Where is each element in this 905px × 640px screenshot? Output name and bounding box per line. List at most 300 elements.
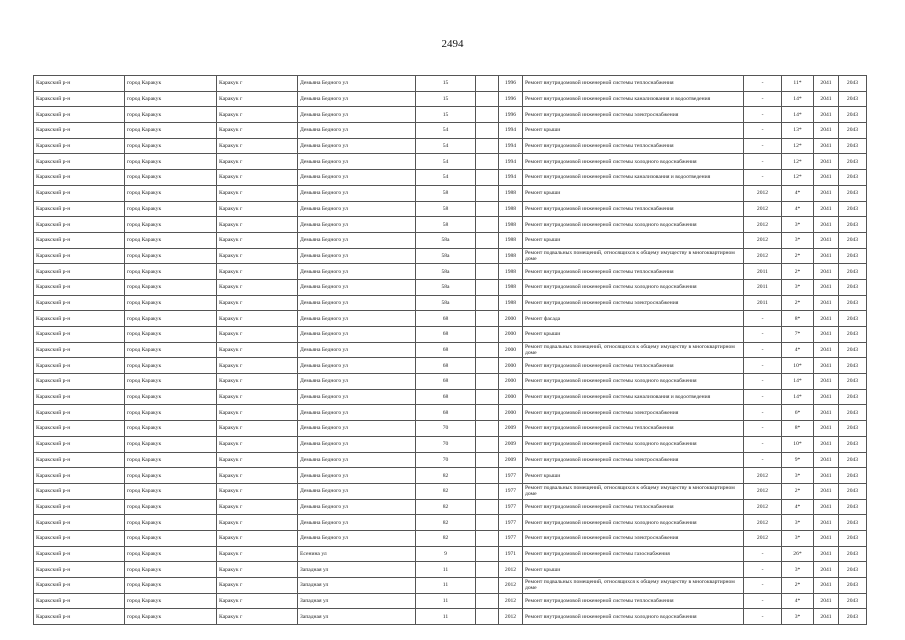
cell-wear: 9* (782, 452, 814, 468)
cell-street: Демьяна Бедного ул (298, 185, 416, 201)
cell-settlement: город Каракук (125, 593, 217, 609)
cell-locality: Каракук г (217, 452, 298, 468)
cell-plan-start: 2041 (814, 327, 839, 343)
cell-last-repair-year: 2012 (744, 217, 782, 233)
cell-year: 2009 (499, 421, 523, 437)
cell-street: Демьяна Бедного ул (298, 295, 416, 311)
cell-year: 2000 (499, 358, 523, 374)
cell-year: 1977 (499, 515, 523, 531)
cell-wear: 6* (782, 405, 814, 421)
cell-settlement: город Каракук (125, 154, 217, 170)
cell-settlement: город Каракук (125, 295, 217, 311)
cell-year: 1988 (499, 279, 523, 295)
cell-last-repair-year: - (744, 91, 782, 107)
table-row (34, 483, 867, 499)
cell-settlement: город Каракук (125, 217, 217, 233)
cell-building (476, 421, 499, 437)
cell-house: 68 (416, 342, 476, 358)
table-row (34, 295, 867, 311)
cell-settlement: город Каракук (125, 76, 217, 92)
cell-plan-start: 2041 (814, 483, 839, 499)
cell-building (476, 452, 499, 468)
cell-year: 1988 (499, 217, 523, 233)
cell-building (476, 138, 499, 154)
cell-plan-end: 2043 (839, 530, 867, 546)
cell-year: 1994 (499, 154, 523, 170)
cell-street: Демьяна Бедного ул (298, 248, 416, 264)
cell-plan-start: 2041 (814, 91, 839, 107)
cell-last-repair-year: - (744, 546, 782, 562)
cell-year: 1977 (499, 483, 523, 499)
cell-settlement: город Каракук (125, 578, 217, 594)
cell-settlement: город Каракук (125, 170, 217, 186)
cell-plan-end: 2043 (839, 421, 867, 437)
cell-settlement: город Каракук (125, 421, 217, 437)
cell-street: Демьяна Бедного ул (298, 201, 416, 217)
cell-district: Каракский р-н (34, 421, 125, 437)
cell-district: Каракский р-н (34, 279, 125, 295)
cell-last-repair-year: 2012 (744, 515, 782, 531)
cell-plan-end: 2043 (839, 405, 867, 421)
cell-settlement: город Каракук (125, 311, 217, 327)
cell-building (476, 170, 499, 186)
cell-settlement: город Каракук (125, 342, 217, 358)
repair-schedule-table (33, 75, 867, 625)
cell-plan-end: 2043 (839, 295, 867, 311)
cell-work-type: Ремонт внутридомовой инженерной системы канализования и водоотведения (523, 91, 744, 107)
table-row (34, 468, 867, 484)
cell-building (476, 342, 499, 358)
cell-street: Демьяна Бедного ул (298, 170, 416, 186)
cell-house: 68 (416, 405, 476, 421)
cell-plan-end: 2043 (839, 232, 867, 248)
cell-plan-end: 2043 (839, 123, 867, 139)
cell-plan-end: 2043 (839, 593, 867, 609)
cell-plan-end: 2043 (839, 279, 867, 295)
cell-district: Каракский р-н (34, 436, 125, 452)
cell-building (476, 374, 499, 390)
cell-work-type: Ремонт крыши (523, 185, 744, 201)
cell-building (476, 279, 499, 295)
cell-street: Демьяна Бедного ул (298, 389, 416, 405)
cell-wear: 3* (782, 279, 814, 295)
cell-district: Каракский р-н (34, 232, 125, 248)
cell-wear: 2* (782, 295, 814, 311)
cell-last-repair-year: - (744, 405, 782, 421)
cell-plan-end: 2043 (839, 201, 867, 217)
cell-building (476, 154, 499, 170)
cell-work-type: Ремонт крыши (523, 232, 744, 248)
cell-year: 1996 (499, 107, 523, 123)
table-row (34, 201, 867, 217)
cell-work-type: Ремонт внутридомовой инженерной системы холодного водоснабжения (523, 279, 744, 295)
table-row (34, 154, 867, 170)
cell-plan-start: 2041 (814, 389, 839, 405)
cell-wear: 3* (782, 515, 814, 531)
cell-house: 11 (416, 609, 476, 625)
cell-settlement: город Каракук (125, 248, 217, 264)
cell-year: 1994 (499, 123, 523, 139)
cell-house: 54 (416, 123, 476, 139)
cell-district: Каракский р-н (34, 185, 125, 201)
cell-plan-start: 2041 (814, 217, 839, 233)
cell-plan-end: 2043 (839, 327, 867, 343)
cell-building (476, 436, 499, 452)
table-row (34, 185, 867, 201)
cell-work-type: Ремонт внутридомовой инженерной системы теплоснабжения (523, 138, 744, 154)
cell-last-repair-year: 2012 (744, 248, 782, 264)
cell-district: Каракский р-н (34, 170, 125, 186)
cell-locality: Каракук г (217, 232, 298, 248)
cell-work-type: Ремонт внутридомовой инженерной системы теплоснабжения (523, 264, 744, 280)
cell-street: Демьяна Бедного ул (298, 374, 416, 390)
cell-settlement: город Каракук (125, 436, 217, 452)
cell-district: Каракский р-н (34, 515, 125, 531)
cell-house: 82 (416, 530, 476, 546)
cell-plan-start: 2041 (814, 232, 839, 248)
cell-street: Демьяна Бедного ул (298, 421, 416, 437)
cell-plan-end: 2043 (839, 342, 867, 358)
table-row (34, 123, 867, 139)
cell-locality: Каракук г (217, 295, 298, 311)
cell-wear: 8* (782, 421, 814, 437)
cell-locality: Каракук г (217, 530, 298, 546)
table-row (34, 562, 867, 578)
cell-building (476, 578, 499, 594)
cell-wear: 2* (782, 483, 814, 499)
cell-district: Каракский р-н (34, 405, 125, 421)
cell-district: Каракский р-н (34, 342, 125, 358)
cell-house: 68 (416, 327, 476, 343)
cell-locality: Каракук г (217, 468, 298, 484)
cell-building (476, 468, 499, 484)
cell-plan-end: 2043 (839, 578, 867, 594)
cell-building (476, 232, 499, 248)
cell-wear: 3* (782, 530, 814, 546)
cell-settlement: город Каракук (125, 123, 217, 139)
cell-work-type: Ремонт внутридомовой инженерной системы холодного водоснабжения (523, 154, 744, 170)
cell-building (476, 358, 499, 374)
cell-plan-start: 2041 (814, 436, 839, 452)
cell-locality: Каракук г (217, 76, 298, 92)
cell-district: Каракский р-н (34, 609, 125, 625)
cell-house: 68 (416, 374, 476, 390)
cell-plan-start: 2041 (814, 530, 839, 546)
cell-work-type: Ремонт внутридомовой инженерной системы холодного водоснабжения (523, 436, 744, 452)
cell-district: Каракский р-н (34, 499, 125, 515)
cell-house: 15 (416, 91, 476, 107)
cell-work-type: Ремонт внутридомовой инженерной системы холодного водоснабжения (523, 217, 744, 233)
cell-year: 2000 (499, 342, 523, 358)
cell-locality: Каракук г (217, 327, 298, 343)
cell-street: Демьяна Бедного ул (298, 91, 416, 107)
cell-last-repair-year: - (744, 358, 782, 374)
cell-plan-start: 2041 (814, 546, 839, 562)
cell-plan-end: 2043 (839, 609, 867, 625)
cell-work-type: Ремонт крыши (523, 327, 744, 343)
cell-plan-start: 2041 (814, 562, 839, 578)
cell-plan-end: 2043 (839, 170, 867, 186)
cell-building (476, 499, 499, 515)
cell-locality: Каракук г (217, 107, 298, 123)
cell-district: Каракский р-н (34, 295, 125, 311)
cell-year: 1988 (499, 201, 523, 217)
cell-work-type: Ремонт внутридомовой инженерной системы электроснабжения (523, 107, 744, 123)
cell-locality: Каракук г (217, 499, 298, 515)
cell-street: Западная ул (298, 578, 416, 594)
cell-building (476, 248, 499, 264)
cell-last-repair-year: - (744, 562, 782, 578)
cell-plan-end: 2043 (839, 436, 867, 452)
cell-work-type: Ремонт фасада (523, 311, 744, 327)
cell-plan-end: 2043 (839, 217, 867, 233)
cell-last-repair-year: 2012 (744, 185, 782, 201)
cell-street: Демьяна Бедного ул (298, 436, 416, 452)
cell-work-type: Ремонт внутридомовой инженерной системы теплоснабжения (523, 76, 744, 92)
table-row (34, 217, 867, 233)
cell-wear: 3* (782, 562, 814, 578)
cell-work-type: Ремонт внутридомовой инженерной системы теплоснабжения (523, 593, 744, 609)
cell-work-type: Ремонт внутридомовой инженерной системы электроснабжения (523, 295, 744, 311)
table-row (34, 546, 867, 562)
cell-street: Демьяна Бедного ул (298, 123, 416, 139)
cell-plan-end: 2043 (839, 468, 867, 484)
cell-year: 1996 (499, 91, 523, 107)
cell-wear: 14* (782, 107, 814, 123)
cell-district: Каракский р-н (34, 389, 125, 405)
cell-house: 58а (416, 248, 476, 264)
cell-plan-start: 2041 (814, 264, 839, 280)
cell-locality: Каракук г (217, 609, 298, 625)
cell-district: Каракский р-н (34, 123, 125, 139)
cell-house: 15 (416, 107, 476, 123)
cell-last-repair-year: - (744, 389, 782, 405)
cell-locality: Каракук г (217, 279, 298, 295)
cell-plan-end: 2043 (839, 154, 867, 170)
cell-plan-start: 2041 (814, 452, 839, 468)
cell-plan-end: 2043 (839, 248, 867, 264)
cell-house: 54 (416, 154, 476, 170)
cell-locality: Каракук г (217, 138, 298, 154)
cell-locality: Каракук г (217, 91, 298, 107)
cell-work-type: Ремонт внутридомовой инженерной системы канализования и водоотведения (523, 389, 744, 405)
cell-wear: 13* (782, 123, 814, 139)
cell-year: 2000 (499, 389, 523, 405)
cell-street: Демьяна Бедного ул (298, 468, 416, 484)
cell-settlement: город Каракук (125, 201, 217, 217)
cell-district: Каракский р-н (34, 76, 125, 92)
cell-work-type: Ремонт внутридомовой инженерной системы теплоснабжения (523, 201, 744, 217)
cell-wear: 3* (782, 232, 814, 248)
cell-settlement: город Каракук (125, 279, 217, 295)
cell-plan-end: 2043 (839, 185, 867, 201)
cell-plan-start: 2041 (814, 185, 839, 201)
cell-plan-end: 2043 (839, 107, 867, 123)
cell-street: Демьяна Бедного ул (298, 217, 416, 233)
cell-wear: 2* (782, 248, 814, 264)
cell-plan-start: 2041 (814, 154, 839, 170)
cell-plan-start: 2041 (814, 374, 839, 390)
cell-wear: 2* (782, 578, 814, 594)
table-row (34, 609, 867, 625)
cell-wear: 11* (782, 76, 814, 92)
cell-work-type: Ремонт крыши (523, 123, 744, 139)
cell-work-type: Ремонт подвальных помещений, относящихся к общему имуществу в многоквартирном доме (523, 248, 744, 264)
cell-last-repair-year: 2012 (744, 201, 782, 217)
cell-house: 58 (416, 185, 476, 201)
cell-street: Демьяна Бедного ул (298, 327, 416, 343)
cell-locality: Каракук г (217, 170, 298, 186)
cell-wear: 2* (782, 264, 814, 280)
table-row (34, 107, 867, 123)
cell-settlement: город Каракук (125, 389, 217, 405)
cell-house: 82 (416, 499, 476, 515)
table-row (34, 452, 867, 468)
cell-settlement: город Каракук (125, 468, 217, 484)
cell-plan-start: 2041 (814, 578, 839, 594)
cell-plan-start: 2041 (814, 123, 839, 139)
cell-plan-end: 2043 (839, 483, 867, 499)
cell-building (476, 264, 499, 280)
cell-plan-start: 2041 (814, 311, 839, 327)
cell-last-repair-year: 2012 (744, 530, 782, 546)
cell-house: 70 (416, 436, 476, 452)
cell-house: 15 (416, 76, 476, 92)
cell-building (476, 389, 499, 405)
cell-street: Демьяна Бедного ул (298, 405, 416, 421)
cell-locality: Каракук г (217, 248, 298, 264)
cell-work-type: Ремонт внутридомовой инженерной системы электроснабжения (523, 405, 744, 421)
cell-locality: Каракук г (217, 201, 298, 217)
cell-locality: Каракук г (217, 515, 298, 531)
cell-district: Каракский р-н (34, 562, 125, 578)
cell-street: Демьяна Бедного ул (298, 342, 416, 358)
cell-last-repair-year: - (744, 452, 782, 468)
cell-street: Западная ул (298, 593, 416, 609)
table-row (34, 138, 867, 154)
cell-year: 1994 (499, 170, 523, 186)
cell-settlement: город Каракук (125, 358, 217, 374)
cell-year: 2000 (499, 327, 523, 343)
cell-district: Каракский р-н (34, 593, 125, 609)
cell-work-type: Ремонт внутридомовой инженерной системы теплоснабжения (523, 499, 744, 515)
cell-street: Есенина ул (298, 546, 416, 562)
cell-locality: Каракук г (217, 593, 298, 609)
cell-street: Демьяна Бедного ул (298, 452, 416, 468)
table-row (34, 593, 867, 609)
table-row (34, 358, 867, 374)
cell-plan-end: 2043 (839, 546, 867, 562)
table-row (34, 499, 867, 515)
table-row (34, 311, 867, 327)
cell-plan-end: 2043 (839, 499, 867, 515)
cell-house: 54 (416, 170, 476, 186)
cell-locality: Каракук г (217, 311, 298, 327)
cell-work-type: Ремонт внутридомовой инженерной системы холодного водоснабжения (523, 374, 744, 390)
cell-building (476, 515, 499, 531)
cell-house: 58 (416, 201, 476, 217)
cell-street: Демьяна Бедного ул (298, 76, 416, 92)
cell-district: Каракский р-н (34, 311, 125, 327)
cell-plan-end: 2043 (839, 138, 867, 154)
cell-plan-start: 2041 (814, 515, 839, 531)
cell-wear: 7* (782, 327, 814, 343)
cell-year: 2009 (499, 452, 523, 468)
cell-last-repair-year: 2011 (744, 279, 782, 295)
cell-locality: Каракук г (217, 154, 298, 170)
cell-work-type: Ремонт крыши (523, 562, 744, 578)
cell-district: Каракский р-н (34, 91, 125, 107)
cell-settlement: город Каракук (125, 562, 217, 578)
cell-last-repair-year: - (744, 593, 782, 609)
cell-last-repair-year: 2011 (744, 264, 782, 280)
cell-street: Демьяна Бедного ул (298, 483, 416, 499)
cell-year: 2012 (499, 578, 523, 594)
cell-house: 82 (416, 483, 476, 499)
cell-district: Каракский р-н (34, 468, 125, 484)
cell-street: Демьяна Бедного ул (298, 154, 416, 170)
cell-plan-start: 2041 (814, 421, 839, 437)
cell-year: 1994 (499, 138, 523, 154)
cell-house: 70 (416, 452, 476, 468)
cell-year: 1988 (499, 232, 523, 248)
cell-house: 11 (416, 562, 476, 578)
cell-plan-start: 2041 (814, 609, 839, 625)
cell-plan-end: 2043 (839, 374, 867, 390)
cell-work-type: Ремонт подвальных помещений, относящихся к общему имуществу в многоквартирном доме (523, 483, 744, 499)
table-body (34, 76, 867, 625)
cell-settlement: город Каракук (125, 405, 217, 421)
cell-last-repair-year: - (744, 138, 782, 154)
cell-locality: Каракук г (217, 217, 298, 233)
cell-work-type: Ремонт внутридомовой инженерной системы теплоснабжения (523, 421, 744, 437)
cell-locality: Каракук г (217, 358, 298, 374)
cell-house: 11 (416, 593, 476, 609)
cell-street: Демьяна Бедного ул (298, 138, 416, 154)
table-row (34, 436, 867, 452)
table-row (34, 515, 867, 531)
cell-plan-end: 2043 (839, 515, 867, 531)
cell-locality: Каракук г (217, 264, 298, 280)
cell-settlement: город Каракук (125, 546, 217, 562)
cell-house: 58а (416, 264, 476, 280)
table-row (34, 530, 867, 546)
cell-work-type: Ремонт крыши (523, 468, 744, 484)
cell-year: 2000 (499, 374, 523, 390)
cell-district: Каракский р-н (34, 452, 125, 468)
table-row (34, 248, 867, 264)
cell-work-type: Ремонт внутридомовой инженерной системы газоснабжения (523, 546, 744, 562)
cell-year: 2012 (499, 609, 523, 625)
cell-year: 1988 (499, 264, 523, 280)
cell-house: 9 (416, 546, 476, 562)
cell-district: Каракский р-н (34, 248, 125, 264)
cell-settlement: город Каракук (125, 327, 217, 343)
cell-building (476, 91, 499, 107)
cell-last-repair-year: - (744, 436, 782, 452)
cell-plan-end: 2043 (839, 562, 867, 578)
cell-settlement: город Каракук (125, 91, 217, 107)
cell-building (476, 295, 499, 311)
cell-last-repair-year: 2012 (744, 483, 782, 499)
table-row (34, 342, 867, 358)
cell-house: 70 (416, 421, 476, 437)
cell-year: 1988 (499, 185, 523, 201)
cell-building (476, 123, 499, 139)
cell-locality: Каракук г (217, 342, 298, 358)
cell-street: Западная ул (298, 609, 416, 625)
cell-wear: 4* (782, 185, 814, 201)
